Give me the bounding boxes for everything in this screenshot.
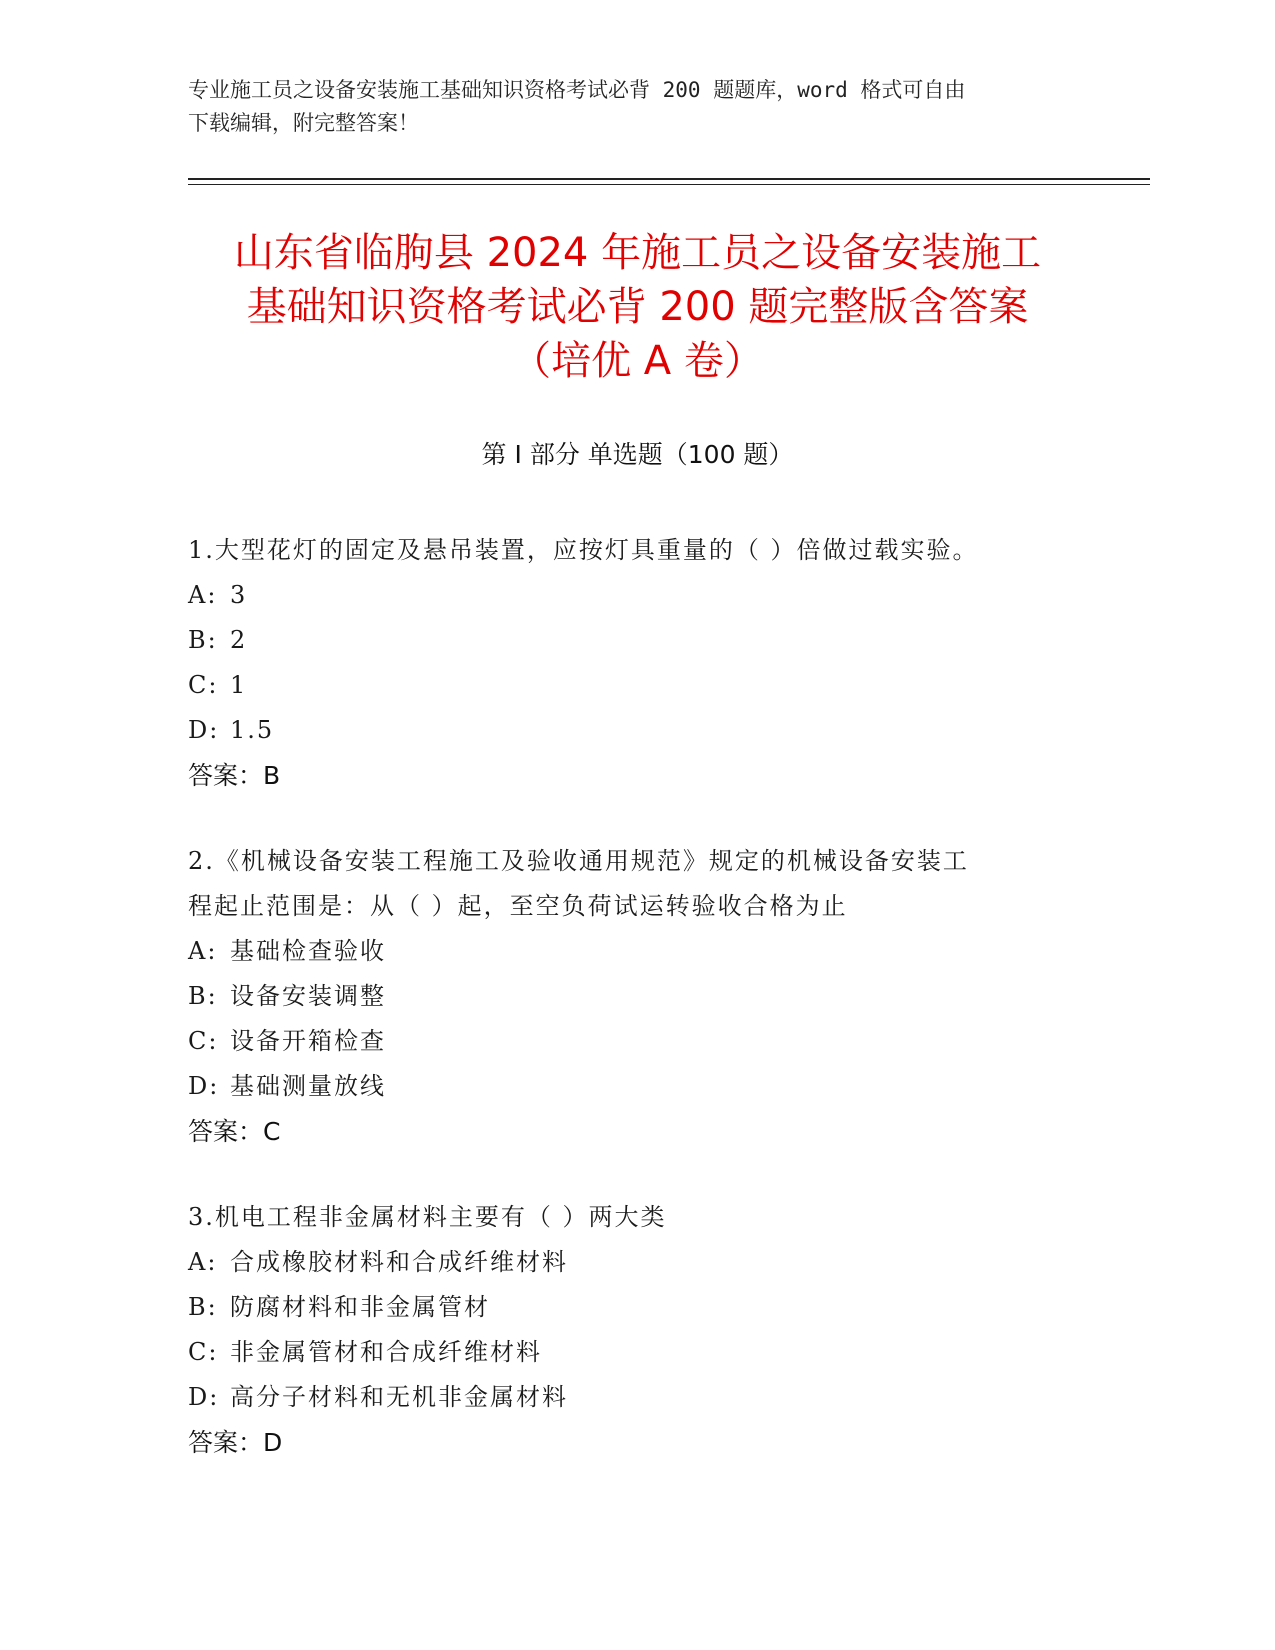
option-text: 1.5 (230, 716, 275, 744)
option-a (188, 573, 1088, 618)
header-note-line-2: 下载编辑，附完整答案！ (188, 111, 419, 135)
option-a (188, 929, 1088, 974)
option-d (188, 1375, 1088, 1420)
question-stem: 2.《机械设备安装工程施工及验收通用规范》规定的机械设备安装工 (188, 847, 969, 875)
document-title (150, 226, 1125, 388)
option-letter: D: (188, 1383, 220, 1411)
option-a (188, 1240, 1088, 1285)
option-letter: B: (188, 1293, 218, 1321)
option-c (188, 1019, 1088, 1064)
option-text: 防腐材料和非金属管材 (230, 1293, 490, 1321)
option-b (188, 1285, 1088, 1330)
option-letter: D: (188, 1072, 220, 1100)
question-item (188, 839, 1088, 1154)
question-stem-continued: 程起止范围是：从（ ）起，至空负荷试运转验收合格为止 (188, 892, 848, 920)
header-note-line-1: 专业施工员之设备安装施工基础知识资格考试必背 200 题题库，word 格式可自由 (188, 78, 966, 102)
header-note (188, 74, 1088, 140)
document-title-line-3: （培优 A 卷） (511, 338, 764, 384)
option-text: 高分子材料和无机非金属材料 (230, 1383, 568, 1411)
option-text: 设备安装调整 (230, 982, 386, 1010)
option-c (188, 1330, 1088, 1375)
section-heading: 第 I 部分 单选题（100 题） (481, 440, 794, 469)
answer-line (188, 753, 1088, 798)
option-text: 1 (230, 671, 248, 699)
question-item (188, 1195, 1088, 1465)
answer-line (188, 1109, 1088, 1154)
question-item (188, 528, 1088, 798)
answer-value: B (263, 761, 281, 790)
document-title-line-2: 基础知识资格考试必背 200 题完整版含答案 (246, 284, 1029, 330)
answer-label: 答案： (188, 1428, 264, 1457)
option-text: 3 (230, 581, 248, 609)
answer-label: 答案： (188, 761, 264, 790)
option-b (188, 974, 1088, 1019)
answer-value: D (263, 1428, 283, 1457)
header-rule-thick (188, 178, 1150, 180)
option-letter: B: (188, 626, 218, 654)
option-text: 非金属管材和合成纤维材料 (230, 1338, 542, 1366)
option-text: 合成橡胶材料和合成纤维材料 (230, 1248, 568, 1276)
option-b (188, 618, 1088, 663)
question-stem: 1.大型花灯的固定及悬吊装置，应按灯具重量的（ ）倍做过载实验。 (188, 536, 979, 564)
option-d (188, 1064, 1088, 1109)
option-letter: D: (188, 716, 220, 744)
option-letter: A: (188, 937, 218, 965)
option-letter: A: (188, 1248, 218, 1276)
question-stem: 3.机电工程非金属材料主要有（ ）两大类 (188, 1203, 667, 1231)
document-title-line-1: 山东省临朐县 2024 年施工员之设备安装施工 (233, 230, 1042, 276)
option-text: 基础检查验收 (230, 937, 386, 965)
option-letter: C: (188, 1338, 219, 1366)
option-d (188, 708, 1088, 753)
option-letter: C: (188, 1027, 219, 1055)
option-letter: C: (188, 671, 219, 699)
option-letter: B: (188, 982, 218, 1010)
option-text: 基础测量放线 (230, 1072, 386, 1100)
option-c (188, 663, 1088, 708)
answer-value: C (263, 1117, 281, 1146)
option-text: 2 (230, 626, 248, 654)
option-letter: A: (188, 581, 218, 609)
answer-label: 答案： (188, 1117, 264, 1146)
header-rule-thin (188, 184, 1150, 185)
question-list (188, 528, 1088, 1506)
answer-line (188, 1420, 1088, 1465)
option-text: 设备开箱检查 (230, 1027, 386, 1055)
